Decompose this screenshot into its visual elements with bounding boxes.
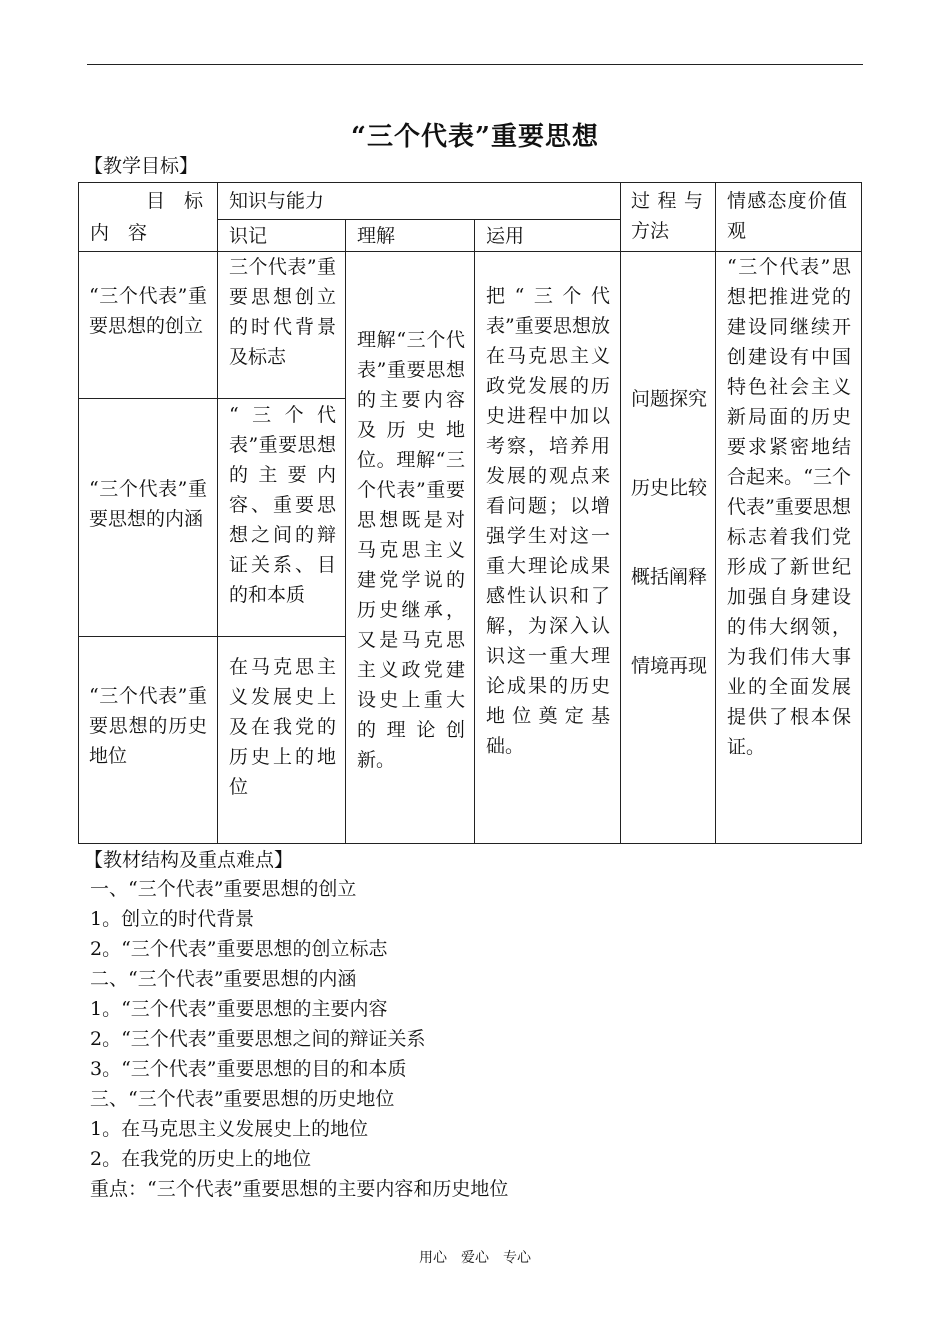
understand-cell: 理解“三个代表”重要思想的主要内容及历史地位。理解“三个代表”重要思想既是对马克思主义建党学说的历史继承，又是马克思主义政党建设史上重大的理论创新。	[357, 329, 465, 771]
outline-item: 重点：“三个代表”重要思想的主要内容和历史地位	[90, 1178, 509, 1200]
goals-label: 【教学目标】	[84, 155, 199, 177]
content-row-2: “三个代表”重要思想的内涵	[89, 478, 207, 530]
structure-label: 【教材结构及重点难点】	[84, 849, 294, 871]
outline-list	[90, 874, 508, 1204]
outline-item: 1。在马克思主义发展史上的地位	[90, 1118, 369, 1140]
outline-item: 2。在我党的历史上的地位	[90, 1148, 312, 1170]
memorize-row-3: 在马克思主义发展史上及在我党的历史上的地位	[229, 656, 336, 798]
header-memorize: 识记	[229, 225, 268, 247]
header-corner-bottom: 内 容	[90, 222, 148, 244]
method-item-3: 概括阐释	[631, 566, 708, 588]
content-row-3: “三个代表”重要思想的历史地位	[89, 685, 207, 767]
page-title: “三个代表”重要思想	[351, 122, 599, 152]
header-knowledge: 知识与能力	[229, 190, 325, 212]
emotion-cell: “三个代表”思想把推进党的建设同继续开创建设有中国特色社会主义新局面的历史要求紧密地结合起来。“三个代表”重要思想标志着我们党形成了新世纪加强自身建设的伟大纲领，为我们伟大事业的全面发展提供了根本保证。	[727, 256, 851, 758]
outline-item: 2。“三个代表”重要思想之间的辩证关系	[90, 1028, 426, 1050]
apply-cell: 把“三个代表”重要思想放在马克思主义政党发展的历史进程中加以考察，培养用发展的观点来看问题；以增强学生对这一重大理论成果感性认识和了解，为深入认识这一重大理论成果的历史地位奠定基础。	[486, 285, 610, 757]
method-item-2: 历史比较	[631, 477, 708, 499]
header-apply: 运用	[486, 225, 525, 247]
outline-item: 二、“三个代表”重要思想的内涵	[90, 968, 357, 990]
outline-item: 2。“三个代表”重要思想的创立标志	[90, 938, 388, 960]
method-item-4: 情境再现	[631, 655, 708, 677]
content-row-1: “三个代表”重要思想的创立	[89, 285, 207, 337]
header-corner-top: 目 标	[146, 190, 204, 212]
header-understand: 理解	[357, 225, 396, 247]
method-item-1: 问题探究	[631, 388, 708, 410]
header-emotion: 情感态度价值观	[727, 190, 847, 242]
outline-item: 一、“三个代表”重要思想的创立	[90, 878, 357, 900]
memorize-row-1: 三个代表”重要思想创立的时代背景及标志	[229, 256, 336, 368]
outline-item: 3。“三个代表”重要思想的目的和本质	[90, 1058, 407, 1080]
outline-item: 1。“三个代表”重要思想的主要内容	[90, 998, 388, 1020]
outline-item: 三、“三个代表”重要思想的历史地位	[90, 1088, 395, 1110]
outline-item: 1。创立的时代背景	[90, 908, 255, 930]
page-footer: 用心 爱心 专心	[419, 1250, 531, 1266]
memorize-row-2: “三个代表”重要思想的主要内容、重要思想之间的辩证关系、目的和本质	[229, 404, 336, 606]
header-process: 过程与方法	[631, 190, 703, 242]
header-rule	[87, 64, 863, 65]
